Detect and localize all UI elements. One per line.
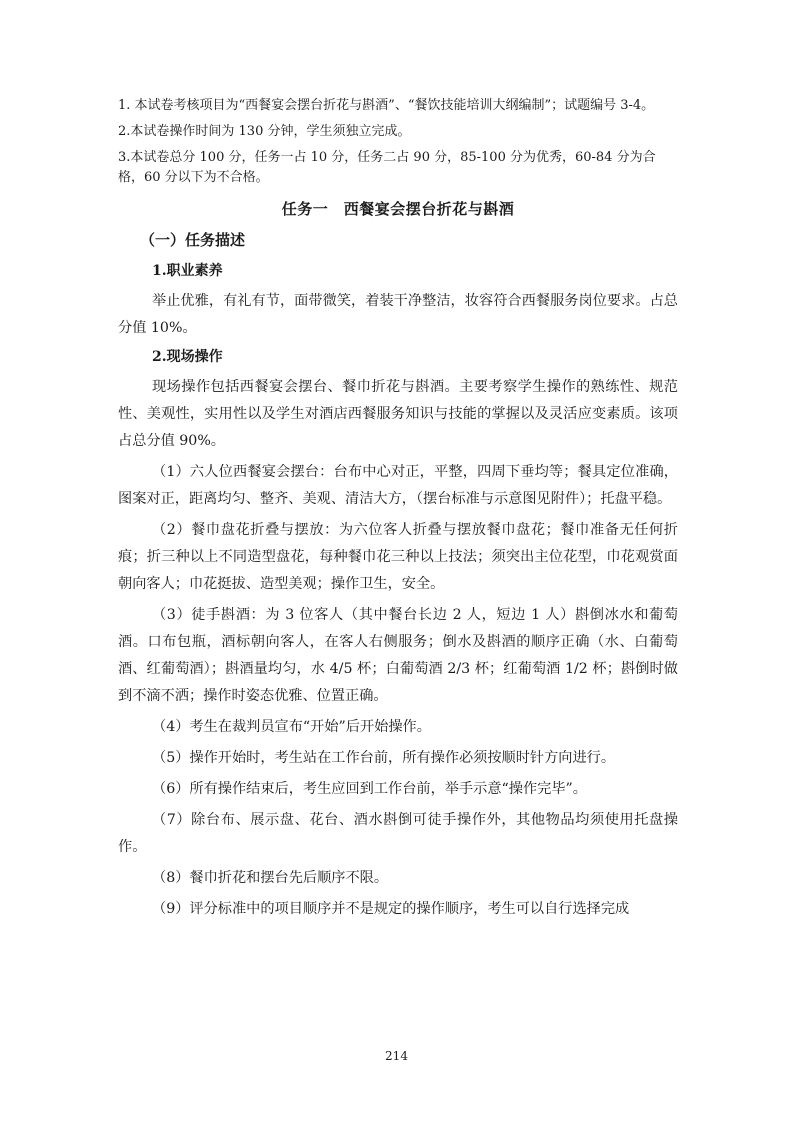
exam-note-3: 3.本试卷总分 100 分，任务一占 10 分，任务二占 90 分，85-100 分为优秀，60-84 分为合格，60 分以下为不合格。: [118, 150, 656, 185]
page-number: 214: [385, 1049, 408, 1063]
subsection-title-onsite-operation: 2.现场操作: [152, 349, 223, 365]
operation-item-6: （6）所有操作结束后，考生应回到工作台前，举手示意“操作完毕”。: [152, 781, 587, 797]
operation-item-4: （4）考生在裁判员宣布“开始”后开始操作。: [152, 719, 431, 735]
professional-quality-text: 举止优雅，有礼有节，面带微笑，着装干净整洁，妆容符合西餐服务岗位要求。占总分值 10%。: [118, 293, 678, 336]
operation-item-5: （5）操作开始时，考生站在工作台前，所有操作必须按顺时针方向进行。: [152, 750, 616, 766]
exam-note-2: 2.本试卷操作时间为 130 分钟，学生须独立完成。: [118, 124, 411, 139]
operation-item-2: （2）餐巾盘花折叠与摆放：为六位客人折叠与摆放餐巾盘花；餐巾准备无任何折痕；折三种以上不同造型盘花，每种餐巾花三种以上技法；须突出主位花型，巾花观赏面朝向客人；巾花挺拔、造型美观；操作卫生，安全。: [118, 522, 678, 592]
task-title: 任务一 西餐宴会摆台折花与斟酒: [281, 200, 515, 218]
operation-item-9: （9）评分标准中的项目顺序并不是规定的操作顺序，考生可以自行选择完成: [152, 901, 630, 917]
onsite-operation-intro: 现场操作包括西餐宴会摆台、餐巾折花与斟酒。主要考察学生操作的熟练性、规范性、美观性，实用性以及学生对酒店西餐服务知识与技能的掌握以及灵活应变素质。该项占总分值 90%。: [118, 379, 678, 449]
operation-item-1: （1）六人位西餐宴会摆台：台布中心对正，平整，四周下垂均等；餐具定位准确，图案对正，距离均匀、整齐、美观、清洁大方，（摆台标准与示意图见附件）；托盘平稳。: [118, 464, 678, 507]
operation-item-7: （7）除台布、展示盘、花台、酒水斟倒可徒手操作外，其他物品均须使用托盘操作。: [118, 812, 678, 855]
page-content: [118, 96, 678, 927]
operation-item-8: （8）餐巾折花和摆台先后顺序不限。: [152, 870, 389, 886]
subsection-title-professional-quality: 1.职业素养: [152, 263, 223, 279]
section-title: （一）任务描述: [140, 231, 246, 249]
exam-note-1: 1. 本试卷考核项目为“西餐宴会摆台折花与斟酒”、“餐饮技能培训大纲编制”；试题编号 3-4。: [118, 98, 655, 113]
operation-item-3: （3）徒手斟酒：为 3 位客人（其中餐台长边 2 人，短边 1 人）斟倒冰水和葡萄酒。口布包瓶，酒标朝向客人，在客人右侧服务；倒水及斟酒的顺序正确（水、白葡萄酒、红葡萄酒）；斟酒量均匀，水 4/5 杯；白葡萄酒 2/3 杯；红葡萄酒 1/2 杯；斟倒时做到不滴不洒；操作时姿态优雅、位置正确。: [118, 607, 678, 704]
